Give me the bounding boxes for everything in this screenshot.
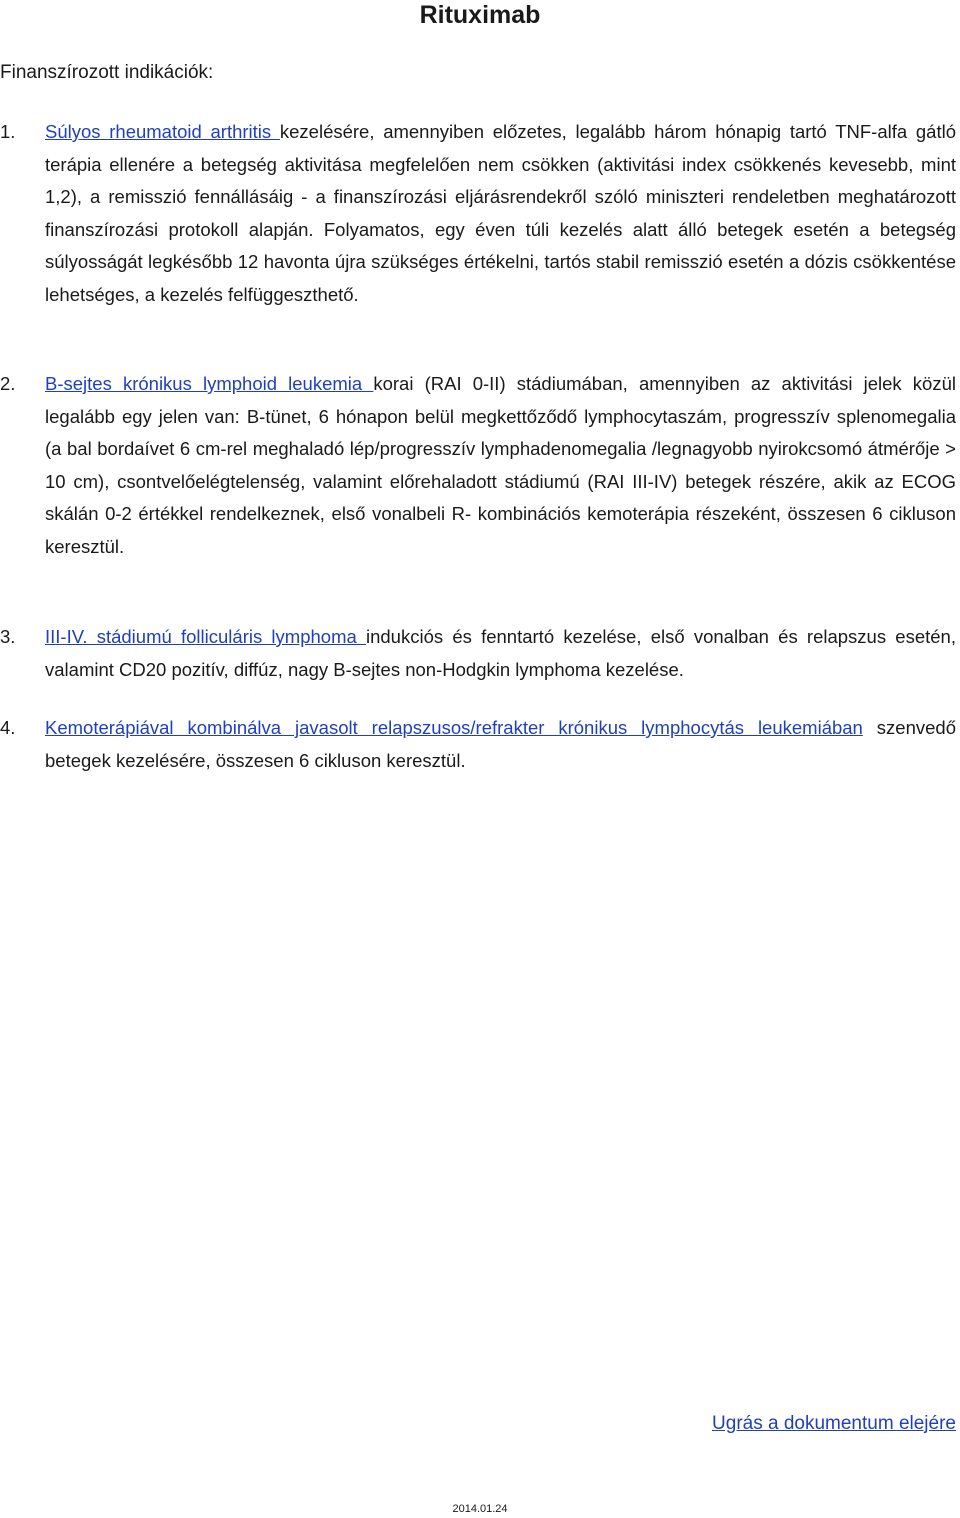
item-body	[45, 116, 956, 311]
indication-item-4	[0, 712, 956, 777]
item-body	[45, 712, 956, 777]
item-number: 2.	[0, 373, 16, 394]
indication-item-3	[0, 621, 956, 686]
indication-item-1	[0, 116, 956, 311]
indication-link-2[interactable]: B-sejtes krónikus lymphoid leukemia	[45, 373, 374, 394]
item-text: szenvedő betegek kezelésére, összesen 6 cikluson keresztül.	[45, 717, 956, 771]
indication-link-3[interactable]: III-IV. stádiumú folliculáris lymphoma	[45, 626, 366, 647]
page-title: Rituximab	[419, 1, 541, 29]
item-number: 3.	[0, 626, 16, 647]
item-text: kezelésére, amennyiben előzetes, legalább három hónapig tartó TNF-alfa gátló terápia ellenére a betegség aktivitása megfelelően nem csökken (aktivitási index csökkenés kevesebb, mint 1,2), a remisszió fennállásáig - a finanszírozási eljárásrendekről szóló miniszteri rendeletben meghatározott finanszírozási protokoll alapján. Folyamatos, egy éven túli kezelés alatt álló betegek esetén a betegség súlyosságát legkésőbb 12 havonta újra szükséges értékelni, tartós stabil remisszió esetén a dózis csökkentése lehetséges, a kezelés felfüggeszthető.	[45, 121, 956, 305]
back-to-top-link[interactable]: Ugrás a dokumentum elejére	[712, 1413, 956, 1434]
item-number: 1.	[0, 121, 16, 142]
item-body	[45, 368, 956, 563]
indication-link-4[interactable]: Kemoterápiával kombinálva javasolt relapszusos/refrakter krónikus lymphocytás leukemiában	[45, 717, 863, 738]
indication-link-1[interactable]: Súlyos rheumatoid arthritis	[45, 121, 280, 142]
item-body	[45, 621, 956, 686]
item-text: indukciós és fenntartó kezelése, első vonalban és relapszus esetén, valamint CD20 pozitív, diffúz, nagy B-sejtes non-Hodgkin lymphoma kezelése.	[45, 626, 956, 680]
indication-item-2	[0, 368, 956, 563]
item-text: korai (RAI 0-II) stádiumában, amennyiben az aktivitási jelek közül legalább egy jelen van: B-tünet, 6 hónapon belül megkettőződő lymphocytaszám, progresszív splenomegalia (a bal bordaívet 6 cm-rel meghaladó lép/progresszív lymphadenomegalia /legnagyobb nyirokcsomó átmérője > 10 cm), csontvelőelégtelenség, valamint előrehaladott stádiumú (RAI III-IV) betegek részére, akik az ECOG skálán 0-2 értékkel rendelkeznek, első vonalbeli R- kombinációs kemoterápia részeként, összesen 6 cikluson keresztül.	[45, 373, 956, 557]
section-heading: Finanszírozott indikációk:	[0, 62, 214, 83]
footer-date: 2014.01.24	[452, 1503, 508, 1515]
item-number: 4.	[0, 717, 16, 738]
